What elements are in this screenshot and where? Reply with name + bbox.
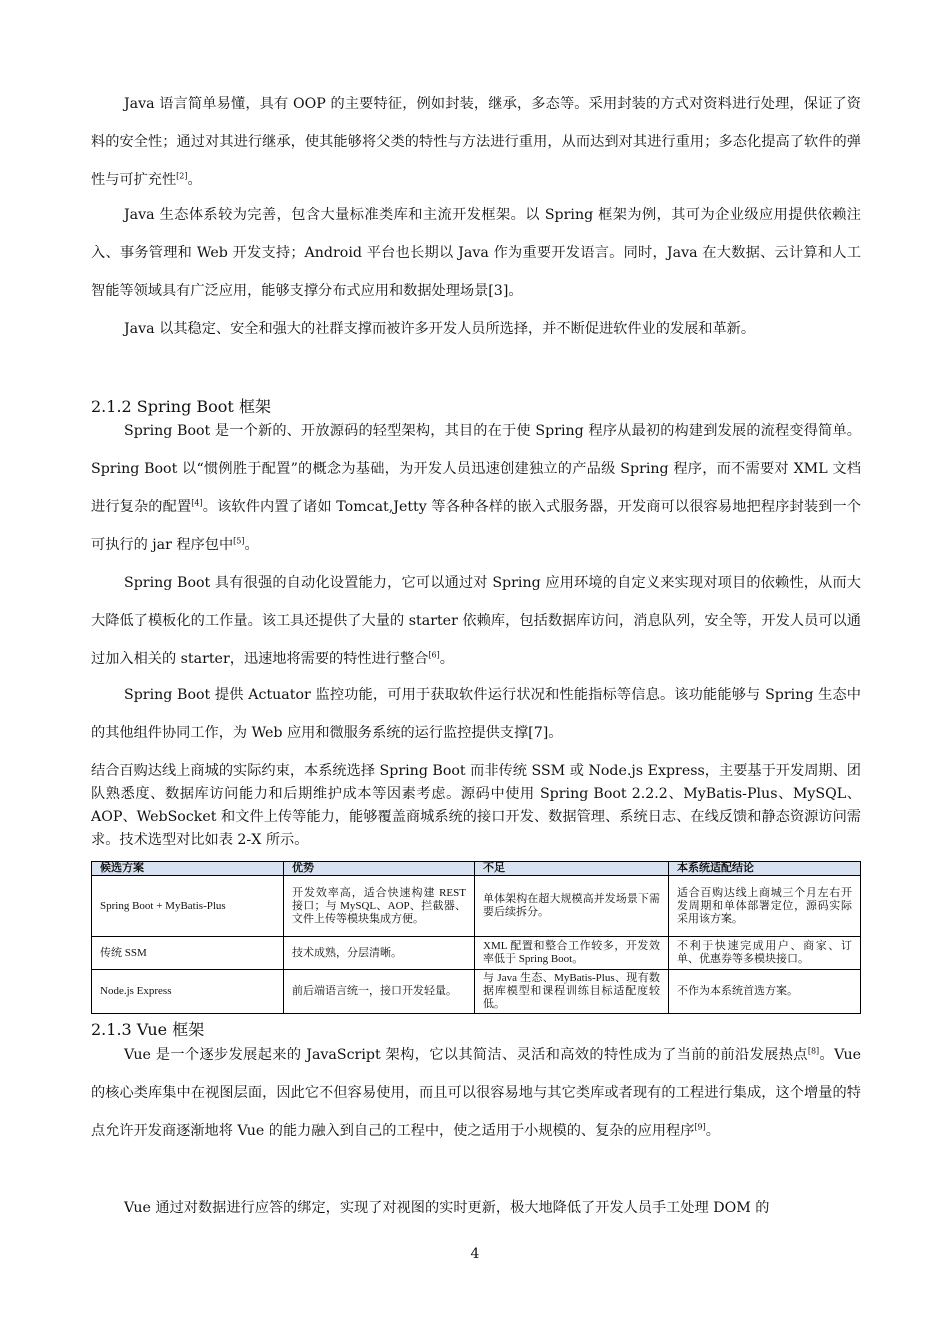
java-community-paragraph: Java 以其稳定、安全和强大的社群支撑而被许多开发人员所选择，并不断促进软件业的发展和革新。 bbox=[124, 321, 756, 337]
tech-selection-paragraph: 结合百购达线上商城的实际约束，本系统选择 Spring Boot 而非传统 SSM 或 Node.js Express，主要基于开发周期、团队熟悉度、数据库访问能力和后期维护成本等因素考虑。源码中使用 Spring Boot 2.2.2、MyBatis-Plus、MySQL、AOP、WebSocket 和文件上传等能力，能够覆盖商城系统的接口开发、数据管理、系统日志、在线反馈和静态资源访问需求。技术选型对比如表 2-X 所示。 bbox=[91, 763, 861, 848]
section-heading-2-1-3: 2.1.3 Vue 框架 bbox=[91, 1020, 205, 1039]
table-header-cell: 优势 bbox=[284, 862, 475, 876]
java-ecosystem-paragraph: Java 生态体系较为完善，包含大量标准类库和主流开发框架。以 Spring 框架为例，其可为企业级应用提供依赖注入、事务管理和 Web 开发支持；Android 平台也长期以 Java 作为重要开发语言。同时，Java 在大数据、云计算和人工智能等领域具有广泛应用，能够支撑分布式应用和数据处理场景[3]。 bbox=[91, 207, 861, 299]
table-row bbox=[92, 970, 861, 1014]
table-cell: 技术成熟，分层清晰。 bbox=[284, 937, 475, 970]
table-cell: 单体架构在超大规模高并发场景下需要后续拆分。 bbox=[475, 876, 669, 937]
page-number: 4 bbox=[470, 1246, 480, 1262]
table-header-cell: 不足 bbox=[475, 862, 669, 876]
table-row bbox=[92, 876, 861, 937]
vue-intro-paragraph: Vue 是一个逐步发展起来的 JavaScript 架构，它以其简洁、灵活和高效的特性成为了当前的前沿发展热点[8]。Vue 的核心类库集中在视图层面，因此它不但容易使用，而且可以很容易地与其它类库或者现有的工程进行集成，这个增量的特点允许开发商逐渐地将 Vue 的能力融入到自己的工程中，使之适用于小规模的、复杂的应用程序[9]。 bbox=[91, 1046, 861, 1139]
citation-6[interactable]: [6] bbox=[428, 650, 440, 660]
spring-boot-intro-paragraph: Spring Boot 是一个新的、开放源码的轻型架构，其目的在于使 Spring 程序从最初的构建到发展的流程变得简单。Spring Boot 以“惯例胜于配置”的概念为基础，为开发人员迅速创建独立的产品级 Spring 程序，而不需要对 XML 文档进行复杂的配置[4]。该软件内置了诸如 Tomcat,Jetty 等各种各样的嵌入式服务器，开发商可以很容易地把程序封装到一个可执行的 jar 程序包中[5]。 bbox=[91, 423, 861, 553]
section-heading-2-1-2: 2.1.2 Spring Boot 框架 bbox=[91, 397, 271, 416]
table-cell: 开发效率高，适合快速构建 REST 接口；与 MySQL、AOP、拦截器、文件上传等模块集成方便。 bbox=[284, 876, 475, 937]
citation-2[interactable]: [2] bbox=[176, 171, 188, 181]
spring-boot-actuator-paragraph: Spring Boot 提供 Actuator 监控功能，可用于获取软件运行状况和性能指标等信息。该功能能够与 Spring 生态中的其他组件协同工作，为 Web 应用和微服务系统的运行监控提供支撑[7]。 bbox=[91, 687, 861, 741]
table-cell: Spring Boot + MyBatis-Plus bbox=[92, 876, 284, 937]
table-row bbox=[92, 937, 861, 970]
spring-boot-autoconfig-paragraph: Spring Boot 具有很强的自动化设置能力，它可以通过对 Spring 应用环境的自定义来实现对项目的依赖性，从而大大降低了模板化的工作量。该工具还提供了大量的 starter 依赖库，包括数据库访问，消息队列，安全等，开发人员可以通过加入相关的 starter，迅速地将需要的特性进行整合[6]。 bbox=[91, 575, 861, 667]
table-header-cell: 本系统适配结论 bbox=[669, 862, 861, 876]
table-cell: 与 Java 生态、MyBatis-Plus、现有数据库模型和课程训练目标适配度较低。 bbox=[475, 970, 669, 1014]
citation-8[interactable]: [8] bbox=[807, 1046, 820, 1056]
table-header-row bbox=[92, 862, 861, 876]
table-header-cell: 候选方案 bbox=[92, 862, 284, 876]
table-cell: 适合百购达线上商城三个月左右开发周期和单体部署定位，源码实际采用该方案。 bbox=[669, 876, 861, 937]
table-cell: XML 配置和整合工作较多，开发效率低于 Spring Boot。 bbox=[475, 937, 669, 970]
vue-binding-paragraph: Vue 通过对数据进行应答的绑定，实现了对视图的实时更新，极大地降低了开发人员手工处理 DOM 的 bbox=[124, 1200, 770, 1216]
citation-4[interactable]: [4] bbox=[191, 498, 203, 508]
table-cell: 不利于快速完成用户、商家、订单、优惠券等多模块接口。 bbox=[669, 937, 861, 970]
table-cell: Node.js Express bbox=[92, 970, 284, 1014]
tech-comparison-table bbox=[91, 861, 861, 1014]
table-cell: 不作为本系统首选方案。 bbox=[669, 970, 861, 1014]
table-cell: 传统 SSM bbox=[92, 937, 284, 970]
citation-5[interactable]: [5] bbox=[233, 536, 245, 546]
table-cell: 前后端语言统一，接口开发轻量。 bbox=[284, 970, 475, 1014]
citation-9[interactable]: [9] bbox=[694, 1122, 706, 1132]
java-features-paragraph: Java 语言简单易懂，具有 OOP 的主要特征，例如封装，继承，多态等。采用封装的方式对资料进行处理，保证了资料的安全性；通过对其进行继承，使其能够将父类的特性与方法进行重用，从而达到对其进行重用；多态化提高了软件的弹性与可扩充性[2]。 bbox=[91, 96, 861, 188]
